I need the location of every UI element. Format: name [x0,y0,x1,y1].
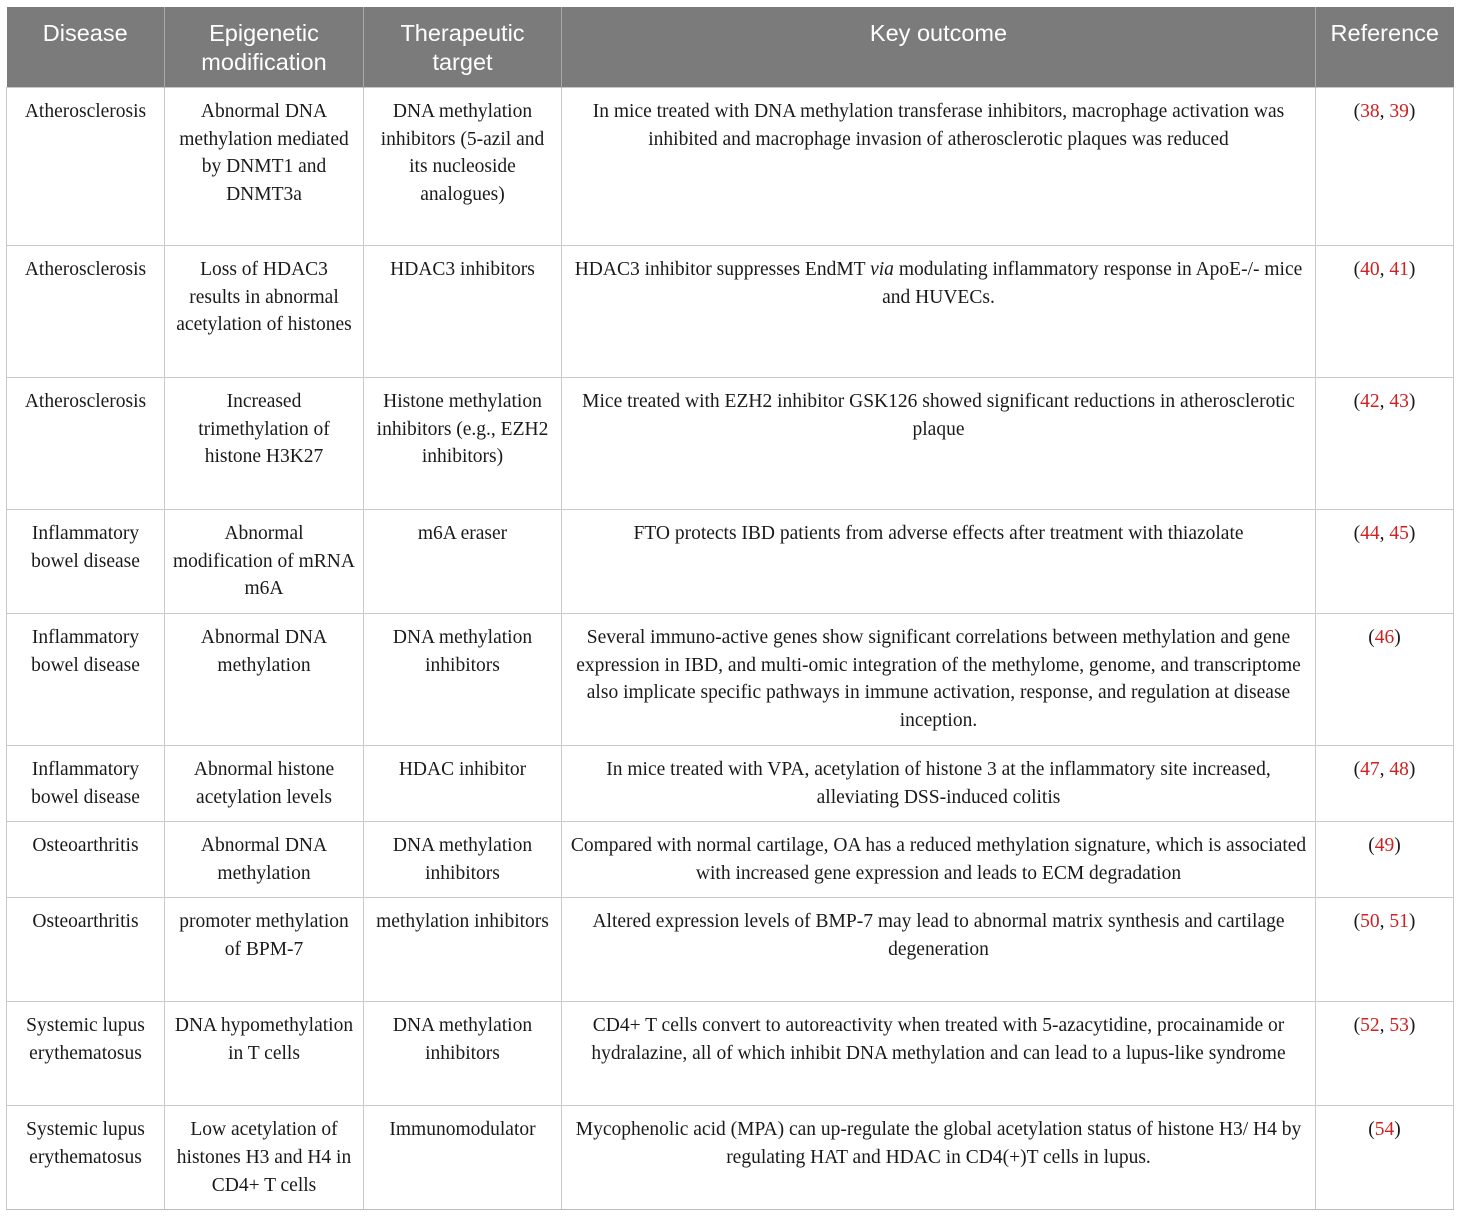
cell-key-outcome [562,88,1316,246]
table-row [7,246,1454,378]
outcome-text-continued: modulating inflammatory response in ApoE-/- mice and HUVECs. [882,259,1303,308]
cell-epigenetic-modification: Low acetylation of histones H3 and H4 in CD4+ T cells [165,1106,364,1210]
cell-reference: (49) [1316,822,1454,898]
cell-disease: Atherosclerosis [7,88,165,246]
cell-key-outcome [562,1106,1316,1210]
cell-reference: (40, 41) [1316,246,1454,378]
cell-therapeutic-target: DNA methylation inhibitors [364,614,562,746]
outcome-text: Several immuno-active genes show significant correlations between methylation and gene expression in IBD, and multi-omic integration of the methylome, genome, and transcriptome also implicate specific pathways in immune activation, response, and regulation at disease inception. [576,627,1301,731]
header-therapeutic-target: Therapeutic target [364,7,562,88]
header-reference: Reference [1316,7,1454,88]
cell-key-outcome [562,246,1316,378]
cell-key-outcome [562,746,1316,822]
cell-key-outcome [562,898,1316,1002]
table-row [7,898,1454,1002]
cell-disease: Inflammatory bowel disease [7,510,165,614]
table-row [7,746,1454,822]
cell-reference: (47, 48) [1316,746,1454,822]
reference-link[interactable]: 52 [1360,1015,1380,1037]
cell-therapeutic-target: DNA methylation inhibitors [364,1002,562,1106]
cell-therapeutic-target: DNA methylation inhibitors (5-azil and its nucleoside analogues) [364,88,562,246]
outcome-text: CD4+ T cells convert to autoreactivity when treated with 5-azacytidine, procainamide or hydralazine, all of which inhibit DNA methylation and can lead to a lupus-like syndrome [591,1015,1286,1064]
cell-therapeutic-target: methylation inhibitors [364,898,562,1002]
cell-therapeutic-target: Immunomodulator [364,1106,562,1210]
reference-link[interactable]: 45 [1389,523,1409,544]
cell-disease: Inflammatory bowel disease [7,746,165,822]
reference-link[interactable]: 54 [1374,1119,1395,1141]
cell-disease: Systemic lupus erythematosus [7,1002,165,1106]
outcome-text: Compared with normal cartilage, OA has a reduced methylation signature, which is associated with increased gene expression and leads to ECM degradation [570,835,1307,884]
table-row [7,614,1454,746]
reference-link[interactable]: 39 [1389,101,1409,122]
cell-reference: (52, 53) [1316,1002,1454,1106]
outcome-text: Mycophenolic acid (MPA) can up-regulate the global acetylation status of histone H3/ H4 by regulating HAT and HDAC in CD4(+)T cells in lupus. [575,1119,1302,1168]
cell-epigenetic-modification: DNA hypomethylation in T cells [165,1002,364,1106]
cell-key-outcome [562,614,1316,746]
cell-epigenetic-modification: Abnormal histone acetylation levels [165,746,364,822]
cell-epigenetic-modification: Increased trimethylation of histone H3K27 [165,378,364,510]
cell-disease: Inflammatory bowel disease [7,614,165,746]
cell-epigenetic-modification: Abnormal DNA methylation [165,614,364,746]
table-row [7,88,1454,246]
cell-epigenetic-modification: Abnormal modification of mRNA m6A [165,510,364,614]
cell-reference: (42, 43) [1316,378,1454,510]
cell-reference: (54) [1316,1106,1454,1210]
cell-key-outcome [562,510,1316,614]
cell-disease: Atherosclerosis [7,378,165,510]
outcome-text: FTO protects IBD patients from adverse effects after treatment with thiazolate [633,523,1244,544]
cell-therapeutic-target: m6A eraser [364,510,562,614]
cell-reference: (38, 39) [1316,88,1454,246]
reference-link[interactable]: 48 [1389,759,1409,780]
cell-reference: (46) [1316,614,1454,746]
reference-link[interactable]: 41 [1389,259,1409,280]
cell-epigenetic-modification: Abnormal DNA methylation mediated by DNMT1 and DNMT3a [165,88,364,246]
cell-key-outcome [562,822,1316,898]
cell-therapeutic-target: Histone methylation inhibitors (e.g., EZH2 inhibitors) [364,378,562,510]
reference-link[interactable]: 46 [1374,627,1395,648]
cell-disease: Osteoarthritis [7,898,165,1002]
outcome-text: In mice treated with DNA methylation transferase inhibitors, macrophage activation was inhibited and macrophage invasion of atherosclerotic plaques was reduced [592,101,1285,150]
outcome-italic-text: via [870,259,894,280]
table-header [7,7,1454,88]
reference-link[interactable]: 40 [1360,259,1380,280]
table-row [7,378,1454,510]
table-row [7,510,1454,614]
reference-link[interactable]: 50 [1360,911,1380,933]
outcome-text: Mice treated with EZH2 inhibitor GSK126 showed significant reductions in atherosclerotic plaque [582,391,1295,440]
reference-link[interactable]: 44 [1360,523,1380,544]
cell-therapeutic-target: HDAC3 inhibitors [364,246,562,378]
reference-link[interactable]: 38 [1360,101,1380,122]
header-row [7,7,1454,88]
header-epigenetic-modification: Epigenetic modification [165,7,364,88]
epigenetic-therapy-table [6,7,1454,1210]
cell-reference: (44, 45) [1316,510,1454,614]
header-key-outcome: Key outcome [562,7,1316,88]
outcome-text: In mice treated with VPA, acetylation of histone 3 at the inflammatory site increased, alleviating DSS-induced colitis [606,759,1271,808]
outcome-text: Altered expression levels of BMP-7 may lead to abnormal matrix synthesis and cartilage degeneration [592,911,1285,960]
table-row [7,1002,1454,1106]
cell-epigenetic-modification: Loss of HDAC3 results in abnormal acetylation of histones [165,246,364,378]
cell-disease: Systemic lupus erythematosus [7,1106,165,1210]
cell-reference: (50, 51) [1316,898,1454,1002]
cell-epigenetic-modification: Abnormal DNA methylation [165,822,364,898]
reference-link[interactable]: 43 [1389,391,1409,412]
reference-link[interactable]: 42 [1360,391,1380,412]
table-row [7,822,1454,898]
table-body [7,88,1454,1210]
outcome-text: HDAC3 inhibitor suppresses EndMT [574,259,871,280]
reference-link[interactable]: 49 [1374,835,1395,857]
reference-link[interactable]: 53 [1389,1015,1409,1037]
cell-key-outcome [562,1002,1316,1106]
table-row [7,1106,1454,1210]
cell-disease: Osteoarthritis [7,822,165,898]
reference-link[interactable]: 47 [1360,759,1380,780]
cell-therapeutic-target: HDAC inhibitor [364,746,562,822]
cell-key-outcome [562,378,1316,510]
cell-disease: Atherosclerosis [7,246,165,378]
reference-link[interactable]: 51 [1389,911,1409,933]
header-disease: Disease [7,7,165,88]
cell-therapeutic-target: DNA methylation inhibitors [364,822,562,898]
cell-epigenetic-modification: promoter methylation of BPM-7 [165,898,364,1002]
